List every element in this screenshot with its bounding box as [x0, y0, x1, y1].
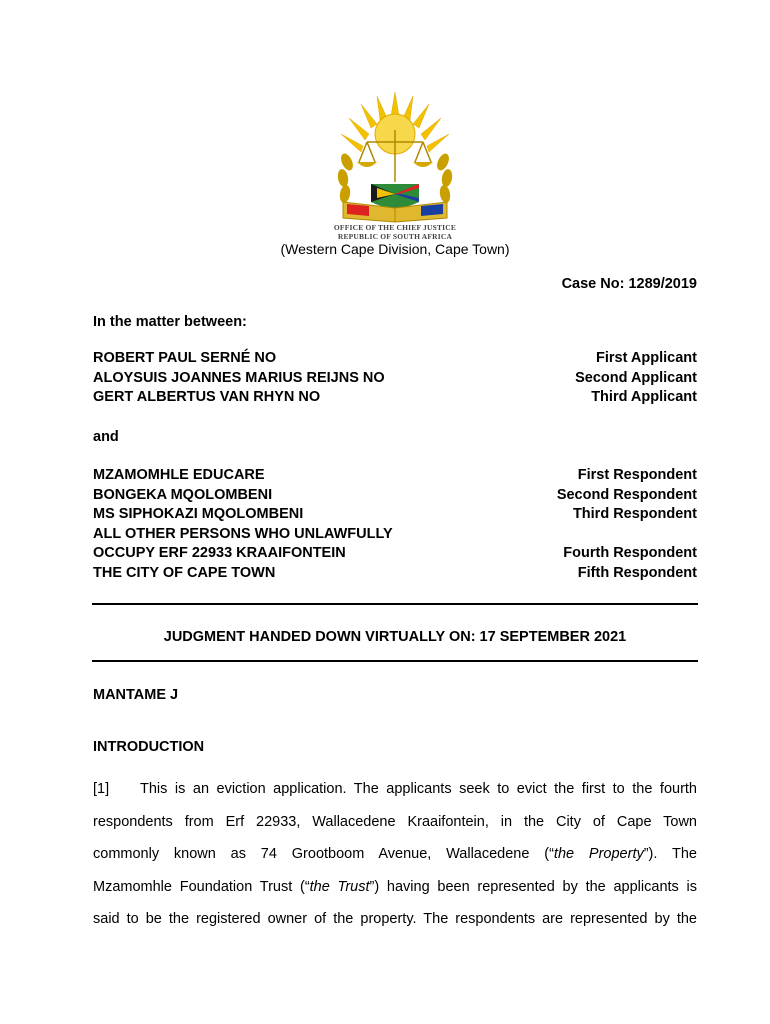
party-role: Fifth Respondent — [577, 564, 697, 581]
party-role: Second Respondent — [556, 486, 697, 503]
crest-caption — [300, 223, 490, 241]
party-name: GERT ALBERTUS VAN RHYN NO — [93, 389, 321, 405]
party-row — [93, 565, 697, 585]
party-name: MZAMOMHLE EDUCARE — [93, 467, 265, 483]
party-name: ROBERT PAUL SERNÉ NO — [93, 350, 277, 366]
party-row — [93, 389, 697, 409]
party-name: ALL OTHER PERSONS WHO UNLAWFULLY — [93, 525, 393, 542]
and-label: and — [93, 429, 119, 445]
judge-name: MANTAME J — [93, 687, 179, 703]
defined-term: the Property — [553, 846, 644, 862]
party-row — [93, 467, 697, 487]
party-row — [93, 350, 697, 370]
party-row — [93, 545, 697, 565]
divider-bottom — [92, 660, 698, 662]
paragraph-text: Mzamomhle Foundation Trust (“ — [93, 878, 310, 895]
paragraph-text: This is an eviction application. The applicants seek to evict the first to the fourth — [140, 781, 697, 797]
judgment-date-line: JUDGMENT HANDED DOWN VIRTUALLY ON: 17 SEPTEMBER 2021 — [163, 629, 627, 645]
paragraph-1 — [93, 773, 697, 936]
coat-of-arms-logo — [329, 90, 461, 224]
paragraph-text: ”) having been represented by the applicants is — [369, 878, 697, 895]
paragraph-line — [93, 871, 697, 904]
case-number: Case No: 1289/2019 — [561, 276, 697, 292]
party-row — [93, 506, 697, 526]
party-role: Third Respondent — [572, 506, 697, 522]
paragraph-number: [1] — [93, 781, 110, 797]
party-role: Second Applicant — [575, 369, 697, 386]
party-name: MS SIPHOKAZI MQOLOMBENI — [93, 506, 304, 522]
crest-line-2: REPUBLIC OF SOUTH AFRICA — [337, 232, 453, 241]
respondents-list — [93, 467, 697, 584]
party-name: ALOYSUIS JOANNES MARIUS REIJNS NO — [93, 369, 385, 386]
paragraph-line: said to be the registered owner of the property. The respondents are represented by the — [93, 911, 697, 927]
paragraph-line: respondents from Erf 22933, Wallacedene Kraaifontein, in the City of Cape Town — [93, 813, 697, 830]
crest-line-1: OFFICE OF THE CHIEF JUSTICE — [333, 223, 457, 232]
party-name: THE CITY OF CAPE TOWN — [93, 564, 276, 581]
paragraph-text: ”). The — [643, 846, 697, 862]
party-row — [93, 370, 697, 390]
section-heading: INTRODUCTION — [93, 739, 205, 755]
party-name: BONGEKA MQOLOMBENI — [93, 486, 273, 503]
party-row — [93, 526, 697, 546]
matter-label: In the matter between: — [93, 314, 247, 330]
party-role: Fourth Respondent — [563, 545, 697, 561]
party-role: Third Applicant — [591, 389, 697, 405]
party-row — [93, 487, 697, 507]
party-name: OCCUPY ERF 22933 KRAAIFONTEIN — [93, 545, 346, 561]
paragraph-text: commonly known as 74 Grootboom Avenue, Wallacedene (“ — [93, 846, 554, 862]
party-role: First Applicant — [596, 350, 697, 366]
applicants-list — [93, 350, 697, 409]
party-role: First Respondent — [577, 467, 697, 483]
paragraph-line — [93, 773, 697, 806]
defined-term: the Trust — [309, 878, 370, 895]
divider-top — [92, 603, 698, 605]
court-division: (Western Cape Division, Cape Town) — [280, 241, 510, 257]
paragraph-line — [93, 838, 697, 871]
